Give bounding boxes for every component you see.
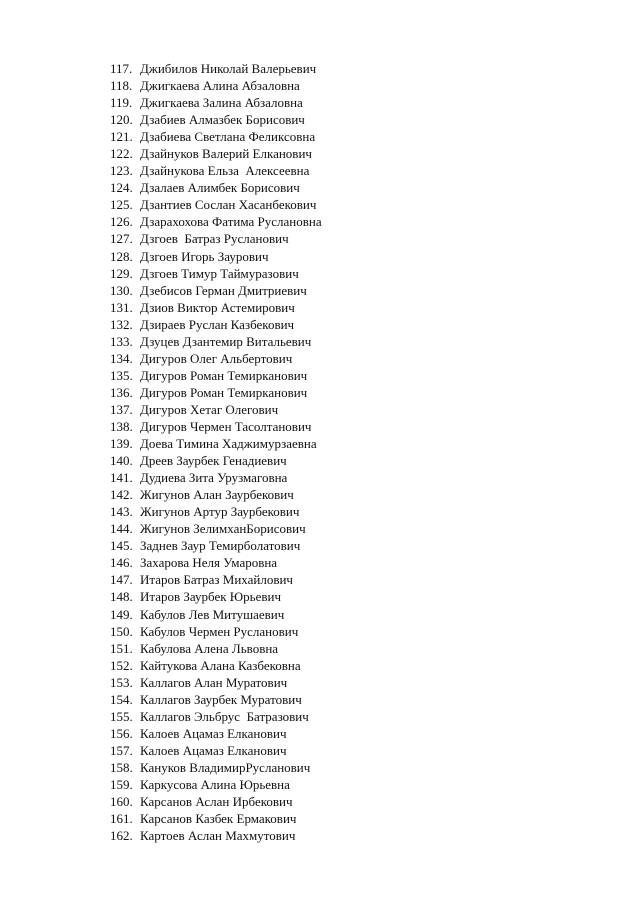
entry-full-name: Дзгоев Игорь Заурович — [140, 248, 269, 264]
entry-full-name: Кайтукова Алана Казбековна — [140, 657, 301, 673]
list-item — [110, 623, 322, 640]
entry-number: 143. — [110, 504, 133, 520]
entry-number: 133. — [110, 333, 133, 349]
entry-full-name: Картоев Аслан Махмутович — [140, 828, 296, 844]
list-item — [110, 554, 322, 571]
entry-number: 151. — [110, 640, 133, 656]
list-item — [110, 367, 322, 384]
entry-number: 152. — [110, 657, 133, 673]
entry-number: 120. — [110, 112, 133, 128]
list-item — [110, 435, 322, 452]
entry-full-name: Дигуров Роман Темирканович — [140, 384, 308, 400]
entry-full-name: Каллагов Эльбрус Батразович — [140, 708, 309, 724]
entry-number: 118. — [110, 78, 133, 94]
entry-full-name: Дигуров Роман Темирканович — [140, 367, 308, 383]
entry-number: 132. — [110, 316, 133, 332]
list-item — [110, 827, 322, 844]
list-item — [110, 282, 322, 299]
entry-number: 155. — [110, 708, 133, 724]
entry-full-name: Дзгоев Батраз Русланович — [140, 231, 289, 247]
entry-number: 131. — [110, 299, 133, 315]
entry-number: 129. — [110, 265, 133, 281]
list-item — [110, 384, 322, 401]
entry-full-name: Каллагов Заурбек Муратович — [140, 691, 302, 707]
entry-number: 122. — [110, 146, 133, 162]
entry-number: 139. — [110, 436, 133, 452]
entry-full-name: Каллагов Алан Муратович — [140, 674, 288, 690]
list-item — [110, 657, 322, 674]
entry-full-name: Джигкаева Алина Абзаловна — [140, 78, 300, 94]
entry-number: 138. — [110, 418, 133, 434]
list-item — [110, 452, 322, 469]
list-item — [110, 179, 322, 196]
entry-number: 146. — [110, 555, 133, 571]
list-item — [110, 60, 322, 77]
entry-number: 159. — [110, 776, 133, 792]
entry-number: 150. — [110, 623, 133, 639]
entry-full-name: Дзалаев Алимбек Борисович — [140, 180, 300, 196]
list-item — [110, 793, 322, 810]
list-item — [110, 145, 322, 162]
entry-number: 134. — [110, 350, 133, 366]
list-item — [110, 333, 322, 350]
entry-number: 154. — [110, 691, 133, 707]
entry-number: 137. — [110, 401, 133, 417]
list-item — [110, 640, 322, 657]
list-item — [110, 418, 322, 435]
name-list — [110, 60, 322, 844]
entry-full-name: Кабулов Чермен Русланович — [140, 623, 299, 639]
entry-full-name: Джибилов Николай Валерьевич — [140, 61, 317, 76]
entry-number: 117. — [110, 61, 133, 76]
list-item — [110, 469, 322, 486]
list-item — [110, 94, 322, 111]
entry-full-name: Калоев Ацамаз Елканович — [140, 725, 287, 741]
entry-number: 145. — [110, 538, 133, 554]
list-item — [110, 691, 322, 708]
entry-number: 147. — [110, 572, 133, 588]
entry-full-name: Дзантиев Сослан Хасанбекович — [140, 197, 317, 213]
entry-full-name: Дигуров Олег Альбертович — [140, 350, 293, 366]
entry-number: 160. — [110, 794, 133, 810]
list-item — [110, 196, 322, 213]
entry-number: 125. — [110, 197, 133, 213]
entry-number: 127. — [110, 231, 133, 247]
entry-full-name: Дудиева Зита Урузмаговна — [140, 470, 288, 486]
entry-full-name: Кануков ВладимирРусланович — [140, 759, 311, 775]
list-item — [110, 486, 322, 503]
entry-number: 124. — [110, 180, 133, 196]
entry-full-name: Дзгоев Тимур Таймуразович — [140, 265, 299, 281]
entry-full-name: Дзайнукова Ельза Алексеевна — [140, 163, 310, 179]
entry-full-name: Дзиов Виктор Астемирович — [140, 299, 295, 315]
list-item — [110, 606, 322, 623]
entry-number: 162. — [110, 828, 133, 844]
list-item — [110, 401, 322, 418]
entry-number: 135. — [110, 367, 133, 383]
entry-number: 130. — [110, 282, 133, 298]
list-item — [110, 350, 322, 367]
entry-number: 121. — [110, 129, 133, 145]
list-item — [110, 111, 322, 128]
list-item — [110, 128, 322, 145]
list-item — [110, 810, 322, 827]
list-item — [110, 708, 322, 725]
list-item — [110, 316, 322, 333]
entry-full-name: Дзуцев Дзантемир Витальевич — [140, 333, 312, 349]
entry-full-name: Дзебисов Герман Дмитриевич — [140, 282, 307, 298]
list-item — [110, 77, 322, 94]
entry-number: 126. — [110, 214, 133, 230]
entry-number: 142. — [110, 487, 133, 503]
entry-full-name: Дигуров Чермен Тасолтанович — [140, 418, 312, 434]
entry-number: 123. — [110, 163, 133, 179]
entry-number: 158. — [110, 759, 133, 775]
list-item — [110, 230, 322, 247]
entry-number: 156. — [110, 725, 133, 741]
entry-number: 157. — [110, 742, 133, 758]
list-item — [110, 725, 322, 742]
entry-full-name: Жигунов ЗелимханБорисович — [140, 521, 306, 537]
list-item — [110, 248, 322, 265]
entry-full-name: Итаров Заурбек Юрьевич — [140, 589, 281, 605]
entry-full-name: Доева Тимина Хаджимурзаевна — [140, 436, 317, 452]
entry-full-name: Захарова Неля Умаровна — [140, 555, 278, 571]
list-item — [110, 776, 322, 793]
entry-full-name: Карсанов Казбек Ермакович — [140, 811, 297, 827]
entry-number: 153. — [110, 674, 133, 690]
entry-number: 144. — [110, 521, 133, 537]
entry-number: 128. — [110, 248, 133, 264]
entry-number: 140. — [110, 453, 133, 469]
entry-full-name: Дреев Заурбек Генадиевич — [140, 453, 287, 469]
list-item — [110, 742, 322, 759]
entry-number: 161. — [110, 811, 133, 827]
list-item — [110, 674, 322, 691]
entry-full-name: Заднев Заур Темирболатович — [140, 538, 301, 554]
entry-number: 149. — [110, 606, 133, 622]
list-item — [110, 588, 322, 605]
list-item — [110, 213, 322, 230]
entry-number: 148. — [110, 589, 133, 605]
entry-full-name: Дигуров Хетаг Олегович — [140, 401, 279, 417]
entry-full-name: Кабулов Лев Митушаевич — [140, 606, 285, 622]
entry-full-name: Джигкаева Залина Абзаловна — [140, 95, 303, 111]
entry-full-name: Жигунов Артур Заурбекович — [140, 504, 300, 520]
list-item — [110, 503, 322, 520]
entry-number: 141. — [110, 470, 133, 486]
entry-number: 119. — [110, 95, 133, 111]
list-item — [110, 571, 322, 588]
entry-full-name: Дзираев Руслан Казбекович — [140, 316, 295, 332]
list-item — [110, 162, 322, 179]
list-item — [110, 265, 322, 282]
entry-full-name: Кабулова Алена Львовна — [140, 640, 279, 656]
list-item — [110, 537, 322, 554]
list-item — [110, 299, 322, 316]
entry-full-name: Дзабиев Алмазбек Борисович — [140, 112, 305, 128]
entry-full-name: Каркусова Алина Юрьевна — [140, 776, 290, 792]
entry-full-name: Дзабиева Светлана Феликсовна — [140, 129, 316, 145]
list-item — [110, 520, 322, 537]
list-item — [110, 759, 322, 776]
entry-full-name: Дзайнуков Валерий Елканович — [140, 146, 312, 162]
entry-full-name: Карсанов Аслан Ирбекович — [140, 794, 293, 810]
entry-full-name: Жигунов Алан Заурбекович — [140, 487, 294, 503]
entry-full-name: Калоев Ацамаз Елканович — [140, 742, 287, 758]
entry-number: 136. — [110, 384, 133, 400]
entry-full-name: Дзарахохова Фатима Руслановна — [140, 214, 322, 230]
entry-full-name: Итаров Батраз Михайлович — [140, 572, 293, 588]
